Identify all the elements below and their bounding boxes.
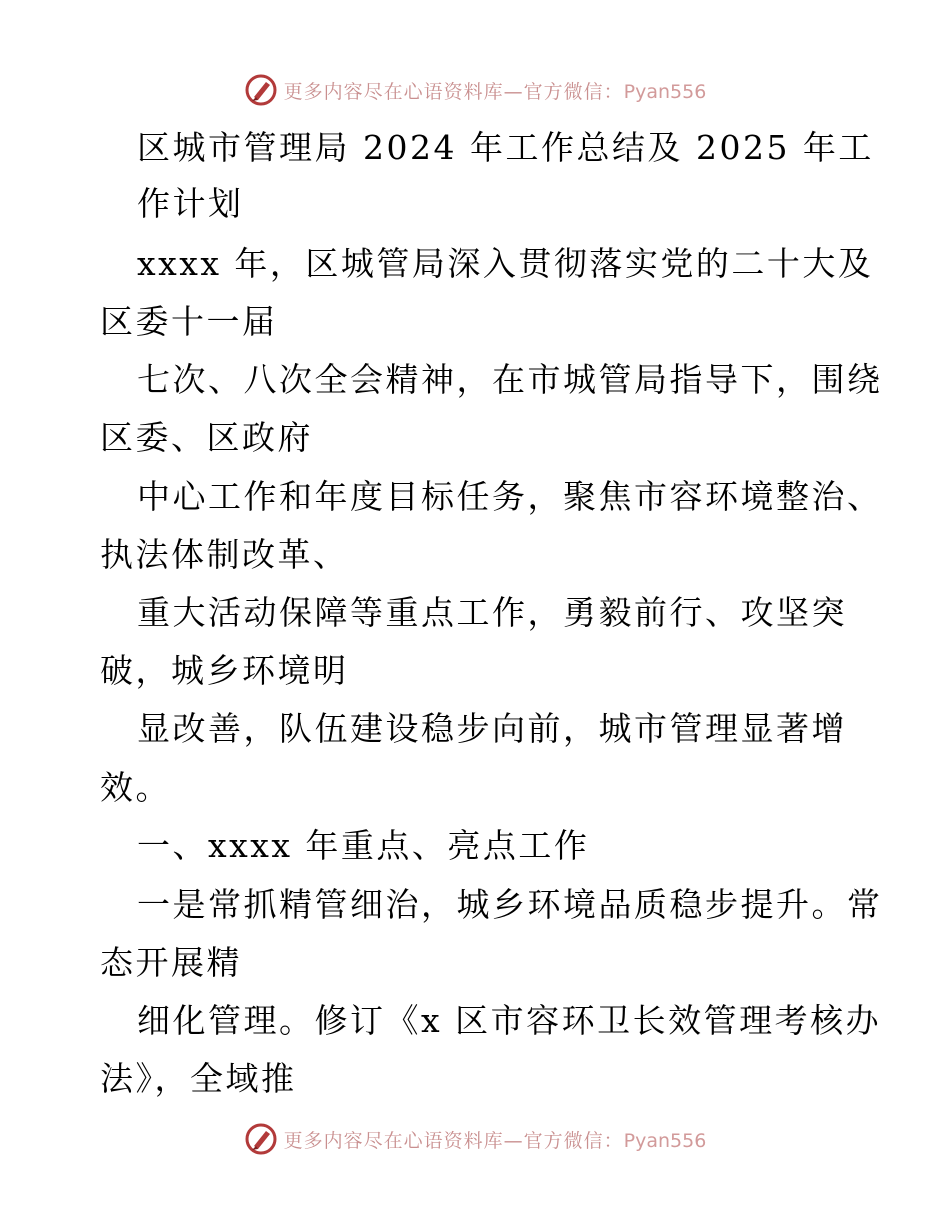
pen-logo-icon	[244, 1122, 278, 1156]
paragraph-line: 区委、区政府	[100, 418, 313, 457]
watermark-text: 更多内容尽在心语资料库—官方微信：Pyan556	[283, 80, 707, 103]
paragraph-line: 法》，全域推	[100, 1059, 297, 1098]
watermark-text: 更多内容尽在心语资料库—官方微信：Pyan556	[283, 1129, 707, 1152]
section-heading: 一、xxxx 年重点、亮点工作	[137, 826, 590, 865]
watermark-footer	[0, 1119, 950, 1159]
paragraph-line: 执法体制改革、	[100, 535, 349, 574]
title-line: 区城市管理局 2024 年工作总结及 2025 年工	[137, 128, 874, 167]
paragraph-line: 效。	[100, 768, 171, 807]
paragraph-line: 重大活动保障等重点工作，勇毅前行、攻坚突	[137, 593, 847, 632]
title-line: 作计划	[137, 184, 244, 223]
paragraph-line: 态开展精	[100, 943, 242, 982]
paragraph-line: 一是常抓精管细治，城乡环境品质稳步提升。常	[137, 885, 883, 924]
pen-logo-icon	[244, 73, 278, 107]
paragraph-line: 七次、八次全会精神，在市城管局指导下，围绕	[137, 360, 883, 399]
paragraph-line: 区委十一届	[100, 302, 278, 341]
paragraph-line: 中心工作和年度目标任务，聚焦市容环境整治、	[137, 477, 883, 516]
watermark-header	[0, 70, 950, 110]
paragraph-line: 细化管理。修订《x 区市容环卫长效管理考核办	[137, 1001, 882, 1040]
paragraph-line: 显改善，队伍建设稳步向前，城市管理显著增	[137, 709, 847, 748]
paragraph-line: 破，城乡环境明	[100, 651, 349, 690]
paragraph-line: xxxx 年，区城管局深入贯彻落实党的二十大及	[137, 244, 874, 283]
